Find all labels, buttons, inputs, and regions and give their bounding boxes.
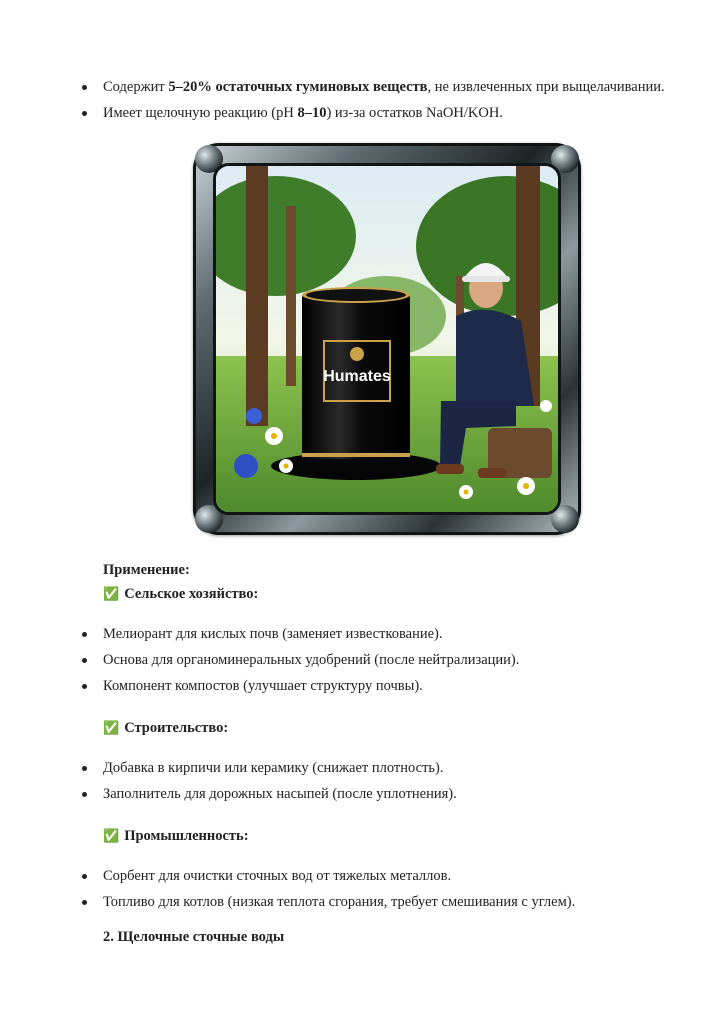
section-heading-industry: ✅ Промышленность: [103, 828, 249, 844]
bullet-icon [82, 632, 87, 637]
humates-illustration [193, 143, 581, 535]
check-mark-icon: ✅ [103, 587, 120, 602]
bullet-icon [82, 766, 87, 771]
list-item: Компонент компостов (улучшает структуру почвы). [0, 673, 724, 699]
bullet-icon [82, 111, 87, 116]
list-item: Сорбент для очистки сточных вод от тяжелых металлов. [0, 863, 724, 889]
top-bullet-list [0, 74, 724, 126]
section-heading-construction: ✅ Строительство: [103, 720, 229, 736]
application-heading: Применение: [103, 562, 190, 578]
alkaline-wastewater-heading: 2. Щелочные сточные воды [103, 929, 285, 945]
list-item: Топливо для котлов (низкая теплота сгорания, требует смешивания с углем). [0, 889, 724, 915]
bullet-icon [82, 658, 87, 663]
bullet-icon [82, 874, 87, 879]
list-item: Основа для органоминеральных удобрений (после нейтрализации). [0, 647, 724, 673]
list-item: Добавка в кирпичи или керамику (снижает плотность). [0, 755, 724, 781]
list-item: Мелиорант для кислых почв (заменяет известкование). [0, 621, 724, 647]
forest-scene [216, 166, 558, 512]
bullet-icon [82, 900, 87, 905]
bullet-icon [82, 792, 87, 797]
check-mark-icon: ✅ [103, 721, 120, 736]
construction-list [0, 755, 724, 807]
list-item: Заполнитель для дорожных насыпей (после уплотнения). [0, 781, 724, 807]
bullet-icon [82, 85, 87, 90]
bullet-icon [82, 684, 87, 689]
check-mark-icon: ✅ [103, 829, 120, 844]
section-heading-agriculture: ✅ Сельское хозяйство: [103, 586, 259, 602]
list-item: Содержит 5–20% остаточных гуминовых веществ, не извлеченных при выщелачивании. [0, 74, 724, 100]
agriculture-list [0, 621, 724, 699]
can-label: Humates [323, 368, 391, 385]
industry-list [0, 863, 724, 915]
list-item: Имеет щелочную реакцию (pH 8–10) из-за остатков NaOH/KOH. [0, 100, 724, 126]
